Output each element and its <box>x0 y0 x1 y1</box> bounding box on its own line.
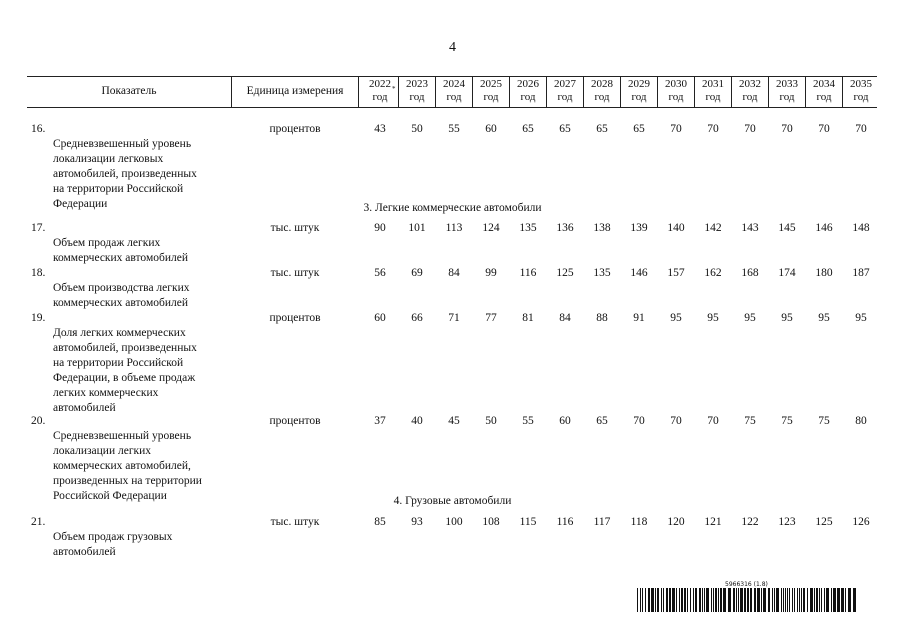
year-header <box>695 78 731 104</box>
header-divider <box>620 76 621 107</box>
value-cell: 71 <box>448 312 460 324</box>
indicator-line: на территории Российской <box>53 357 184 369</box>
value-cell: 113 <box>445 222 463 234</box>
value-cell: 65 <box>596 415 608 427</box>
indicator-name <box>53 530 228 560</box>
barcode-bar <box>687 588 688 612</box>
barcode-bar <box>699 588 701 612</box>
barcode-bar <box>702 588 703 612</box>
year-suffix: год <box>557 91 573 103</box>
barcode-bar <box>833 588 836 612</box>
year-label: 2035 <box>850 78 872 90</box>
value-cell: 70 <box>818 123 830 135</box>
year-label: 2032 <box>739 78 761 90</box>
value-cell: 142 <box>704 222 722 234</box>
barcode-bar <box>763 588 766 612</box>
barcode-bar <box>757 588 760 612</box>
year-header <box>621 78 657 104</box>
barcode-bar <box>747 588 749 612</box>
indicator-cell <box>31 266 231 309</box>
value-cell: 120 <box>667 516 685 528</box>
indicator-line: локализации легких <box>53 445 152 457</box>
barcode-bar <box>663 588 664 612</box>
year-label: 2031 <box>702 78 724 90</box>
indicator-name <box>53 281 228 311</box>
header-divider <box>435 76 436 107</box>
year-label: 2023 <box>406 78 428 90</box>
barcode-bar <box>774 588 775 612</box>
year-label: 2030 <box>665 78 687 90</box>
value-cell: 125 <box>815 516 833 528</box>
year-header <box>658 78 694 104</box>
value-cell: 75 <box>781 415 793 427</box>
year-suffix: год <box>483 91 499 103</box>
value-cell: 37 <box>374 415 386 427</box>
year-label: 2024 <box>443 78 465 90</box>
barcode-bar <box>841 588 844 612</box>
value-cell: 139 <box>630 222 648 234</box>
indicator-cell <box>31 515 231 558</box>
barcode-bar <box>695 588 697 612</box>
value-cell: 65 <box>633 123 645 135</box>
indicator-line: автомобилей, произведенных <box>53 168 197 180</box>
value-cell: 50 <box>411 123 423 135</box>
value-cell: 162 <box>704 267 722 279</box>
indicator-line: локализации легковых <box>53 153 164 165</box>
barcode-bar <box>819 588 820 612</box>
barcode-bar <box>848 588 851 612</box>
indicator-cell <box>31 311 231 414</box>
barcode-bar <box>738 588 739 612</box>
value-cell: 146 <box>815 222 833 234</box>
barcode-bar <box>655 588 656 612</box>
section-heading: 4. Грузовые автомобили <box>393 495 512 507</box>
value-cell: 121 <box>704 516 722 528</box>
document-code: 5966316 (1.8) <box>725 581 768 588</box>
barcode-bar <box>706 588 709 612</box>
value-cell: 93 <box>411 516 423 528</box>
barcode-bar <box>799 588 800 612</box>
indicator-line: коммерческих автомобилей <box>53 297 188 309</box>
barcode-bar <box>814 588 815 612</box>
year-header <box>436 78 472 104</box>
indicator-line: Объем продаж легких <box>53 237 161 249</box>
value-cell: 95 <box>818 312 830 324</box>
barcode-bar <box>676 588 677 612</box>
year-suffix: год <box>668 91 684 103</box>
value-cell: 56 <box>374 267 386 279</box>
barcode-bar <box>657 588 659 612</box>
barcode-bar <box>642 588 643 612</box>
indicator-line: на территории Российской <box>53 183 184 195</box>
year-suffix: год <box>409 91 425 103</box>
barcode-bar <box>824 588 825 612</box>
value-cell: 70 <box>670 415 682 427</box>
value-cell: 136 <box>556 222 574 234</box>
header-divider <box>509 76 510 107</box>
value-cell: 70 <box>855 123 867 135</box>
year-label: 2034 <box>813 78 835 90</box>
barcode-bar <box>681 588 683 612</box>
year-header <box>547 78 583 104</box>
indicator-name <box>53 236 228 266</box>
value-cell: 84 <box>448 267 460 279</box>
indicator-name <box>53 429 228 504</box>
value-cell: 84 <box>559 312 571 324</box>
indicator-line: коммерческих автомобилей, <box>53 460 191 472</box>
indicator-line: автомобилей <box>53 402 116 414</box>
value-cell: 65 <box>522 123 534 135</box>
value-cell: 69 <box>411 267 423 279</box>
barcode-bar <box>713 588 714 612</box>
year-suffix: год <box>779 91 795 103</box>
value-cell: 135 <box>519 222 537 234</box>
indicator-line: автомобилей, произведенных <box>53 342 197 354</box>
barcode-bar <box>801 588 802 612</box>
barcode-bar <box>661 588 662 612</box>
value-cell: 70 <box>670 123 682 135</box>
unit-cell: процентов <box>269 123 321 135</box>
barcode-bar <box>807 588 808 612</box>
header-divider <box>768 76 769 107</box>
indicator-cell <box>31 221 231 264</box>
barcode-bar <box>740 588 743 612</box>
barcode-bar <box>684 588 686 612</box>
unit-cell: процентов <box>269 415 321 427</box>
value-cell: 75 <box>818 415 830 427</box>
value-cell: 90 <box>374 222 386 234</box>
barcode-bar <box>711 588 712 612</box>
indicator-line: Средневзвешенный уровень <box>53 138 192 150</box>
value-cell: 145 <box>778 222 796 234</box>
value-cell: 70 <box>707 123 719 135</box>
barcode-bar <box>679 588 680 612</box>
value-cell: 75 <box>744 415 756 427</box>
value-cell: 40 <box>411 415 423 427</box>
year-suffix: год <box>742 91 758 103</box>
value-cell: 43 <box>374 123 386 135</box>
indicator-line: автомобилей <box>53 546 116 558</box>
year-header <box>584 78 620 104</box>
year-label: 2027 <box>554 78 576 90</box>
year-header <box>769 78 805 104</box>
barcode-bar <box>810 588 813 612</box>
year-suffix: год <box>594 91 610 103</box>
value-cell: 70 <box>633 415 645 427</box>
year-suffix: год <box>631 91 647 103</box>
barcode-bar <box>803 588 805 612</box>
unit-cell: тыс. штук <box>270 516 320 528</box>
barcode-bar <box>640 588 641 612</box>
value-cell: 70 <box>707 415 719 427</box>
barcode-bar <box>781 588 782 612</box>
indicator-cell <box>31 122 231 210</box>
header-divider <box>805 76 806 107</box>
value-cell: 95 <box>744 312 756 324</box>
value-cell: 187 <box>852 267 870 279</box>
value-cell: 168 <box>741 267 759 279</box>
barcode-bar <box>648 588 650 612</box>
value-cell: 116 <box>519 267 537 279</box>
section-heading: 3. Легкие коммерческие автомобили <box>363 202 542 214</box>
year-header <box>843 78 879 104</box>
year-header <box>362 78 398 104</box>
value-cell: 65 <box>559 123 571 135</box>
indicator-line: Федерации, в объеме продаж <box>53 372 196 384</box>
year-suffix: год <box>446 91 462 103</box>
indicator-line: легких коммерческих <box>53 387 159 399</box>
value-cell: 146 <box>630 267 648 279</box>
barcode-bar <box>645 588 646 612</box>
year-label: 2033 <box>776 78 798 90</box>
value-cell: 85 <box>374 516 386 528</box>
year-header <box>510 78 546 104</box>
value-cell: 126 <box>852 516 870 528</box>
barcode-image <box>637 588 859 612</box>
barcode-bar <box>736 588 737 612</box>
barcode-bar <box>669 588 671 612</box>
year-header <box>806 78 842 104</box>
row-number: 17. <box>31 222 46 234</box>
value-cell: 77 <box>485 312 497 324</box>
barcode-bar <box>637 588 638 612</box>
value-cell: 108 <box>482 516 500 528</box>
value-cell: 66 <box>411 312 423 324</box>
barcode-bar <box>768 588 770 612</box>
row-number: 19. <box>31 312 46 324</box>
header-divider <box>842 76 843 107</box>
unit-cell: тыс. штук <box>270 267 320 279</box>
value-cell: 99 <box>485 267 497 279</box>
barcode-bar <box>715 588 717 612</box>
barcode-bar <box>845 588 846 612</box>
value-cell: 70 <box>781 123 793 135</box>
value-cell: 55 <box>522 415 534 427</box>
indicator-line: произведенных на территории <box>53 475 202 487</box>
indicator-line: коммерческих автомобилей <box>53 252 188 264</box>
header-divider <box>398 76 399 107</box>
value-cell: 101 <box>408 222 426 234</box>
year-suffix: год <box>853 91 869 103</box>
value-cell: 95 <box>855 312 867 324</box>
value-cell: 88 <box>596 312 608 324</box>
value-cell: 148 <box>852 222 870 234</box>
value-cell: 123 <box>778 516 796 528</box>
row-number: 18. <box>31 267 46 279</box>
value-cell: 95 <box>781 312 793 324</box>
barcode-bar <box>690 588 691 612</box>
value-cell: 70 <box>744 123 756 135</box>
row-number: 21. <box>31 516 46 528</box>
value-cell: 180 <box>815 267 833 279</box>
header-divider <box>358 76 359 107</box>
barcode-bar <box>792 588 793 612</box>
header-divider <box>657 76 658 107</box>
barcode-bar <box>785 588 786 612</box>
indicator-name <box>53 326 228 416</box>
barcode-bar <box>733 588 735 612</box>
year-suffix: год <box>372 91 388 103</box>
value-cell: 60 <box>485 123 497 135</box>
barcode-bar <box>718 588 719 612</box>
header-divider <box>731 76 732 107</box>
barcode-bar <box>723 588 726 612</box>
header-divider <box>472 76 473 107</box>
page-number: 4 <box>449 40 456 55</box>
barcode-bar <box>728 588 731 612</box>
year-header <box>473 78 509 104</box>
unit-cell: тыс. штук <box>270 222 320 234</box>
barcode-bar <box>720 588 722 612</box>
barcode-bar <box>672 588 675 612</box>
header-divider <box>583 76 584 107</box>
value-cell: 118 <box>630 516 648 528</box>
indicator-line: Средневзвешенный уровень <box>53 430 192 442</box>
value-cell: 81 <box>522 312 534 324</box>
barcode-bar <box>794 588 795 612</box>
barcode-bar <box>797 588 798 612</box>
barcode-bar <box>783 588 784 612</box>
barcode-bar <box>853 588 856 612</box>
year-label: 2025 <box>480 78 502 90</box>
barcode-bar <box>776 588 779 612</box>
barcode-bar <box>787 588 788 612</box>
column-header-unit: Единица измерения <box>246 85 344 97</box>
value-cell: 55 <box>448 123 460 135</box>
barcode-bar <box>831 588 832 612</box>
barcode-bar <box>744 588 746 612</box>
year-suffix: год <box>816 91 832 103</box>
barcode-bar <box>750 588 752 612</box>
value-cell: 91 <box>633 312 645 324</box>
barcode-bar <box>754 588 756 612</box>
value-cell: 143 <box>741 222 759 234</box>
value-cell: 60 <box>559 415 571 427</box>
value-cell: 117 <box>593 516 611 528</box>
barcode-bar <box>821 588 822 612</box>
barcode-bar <box>789 588 790 612</box>
value-cell: 116 <box>556 516 574 528</box>
row-number: 16. <box>31 123 46 135</box>
value-cell: 80 <box>855 415 867 427</box>
year-suffix: год <box>705 91 721 103</box>
barcode-bar <box>772 588 773 612</box>
value-cell: 95 <box>707 312 719 324</box>
barcode-bar <box>666 588 668 612</box>
value-cell: 65 <box>596 123 608 135</box>
year-header <box>399 78 435 104</box>
header-divider <box>231 76 232 107</box>
indicator-line: Объем продаж грузовых <box>53 531 173 543</box>
year-label: 2022 <box>369 78 391 90</box>
value-cell: 157 <box>667 267 685 279</box>
value-cell: 115 <box>519 516 537 528</box>
indicator-cell <box>31 414 231 502</box>
barcode-bar <box>693 588 694 612</box>
value-cell: 60 <box>374 312 386 324</box>
year-label: 2029 <box>628 78 650 90</box>
indicator-line: Объем производства легких <box>53 282 190 294</box>
value-cell: 135 <box>593 267 611 279</box>
barcode-bar <box>651 588 654 612</box>
value-cell: 50 <box>485 415 497 427</box>
header-divider <box>546 76 547 107</box>
unit-cell: процентов <box>269 312 321 324</box>
year-label: 2028 <box>591 78 613 90</box>
value-cell: 122 <box>741 516 759 528</box>
header-divider <box>694 76 695 107</box>
row-number: 20. <box>31 415 46 427</box>
value-cell: 125 <box>556 267 574 279</box>
value-cell: 45 <box>448 415 460 427</box>
value-cell: 95 <box>670 312 682 324</box>
column-header-indicator: Показатель <box>101 85 157 97</box>
value-cell: 100 <box>445 516 463 528</box>
indicator-line: Российской Федерации <box>53 490 167 502</box>
barcode-bar <box>704 588 705 612</box>
year-header <box>732 78 768 104</box>
footnote-marker: * <box>392 85 396 93</box>
barcode-bar <box>761 588 762 612</box>
year-suffix: год <box>520 91 536 103</box>
indicator-line: Доля легких коммерческих <box>53 327 186 339</box>
barcode-bar <box>816 588 818 612</box>
value-cell: 124 <box>482 222 500 234</box>
value-cell: 174 <box>778 267 796 279</box>
indicator-line: Федерации <box>53 198 108 210</box>
value-cell: 140 <box>667 222 685 234</box>
value-cell: 138 <box>593 222 611 234</box>
barcode-bar <box>826 588 829 612</box>
year-label: 2026 <box>517 78 539 90</box>
barcode-bar <box>837 588 840 612</box>
table-header-rule <box>27 107 877 108</box>
